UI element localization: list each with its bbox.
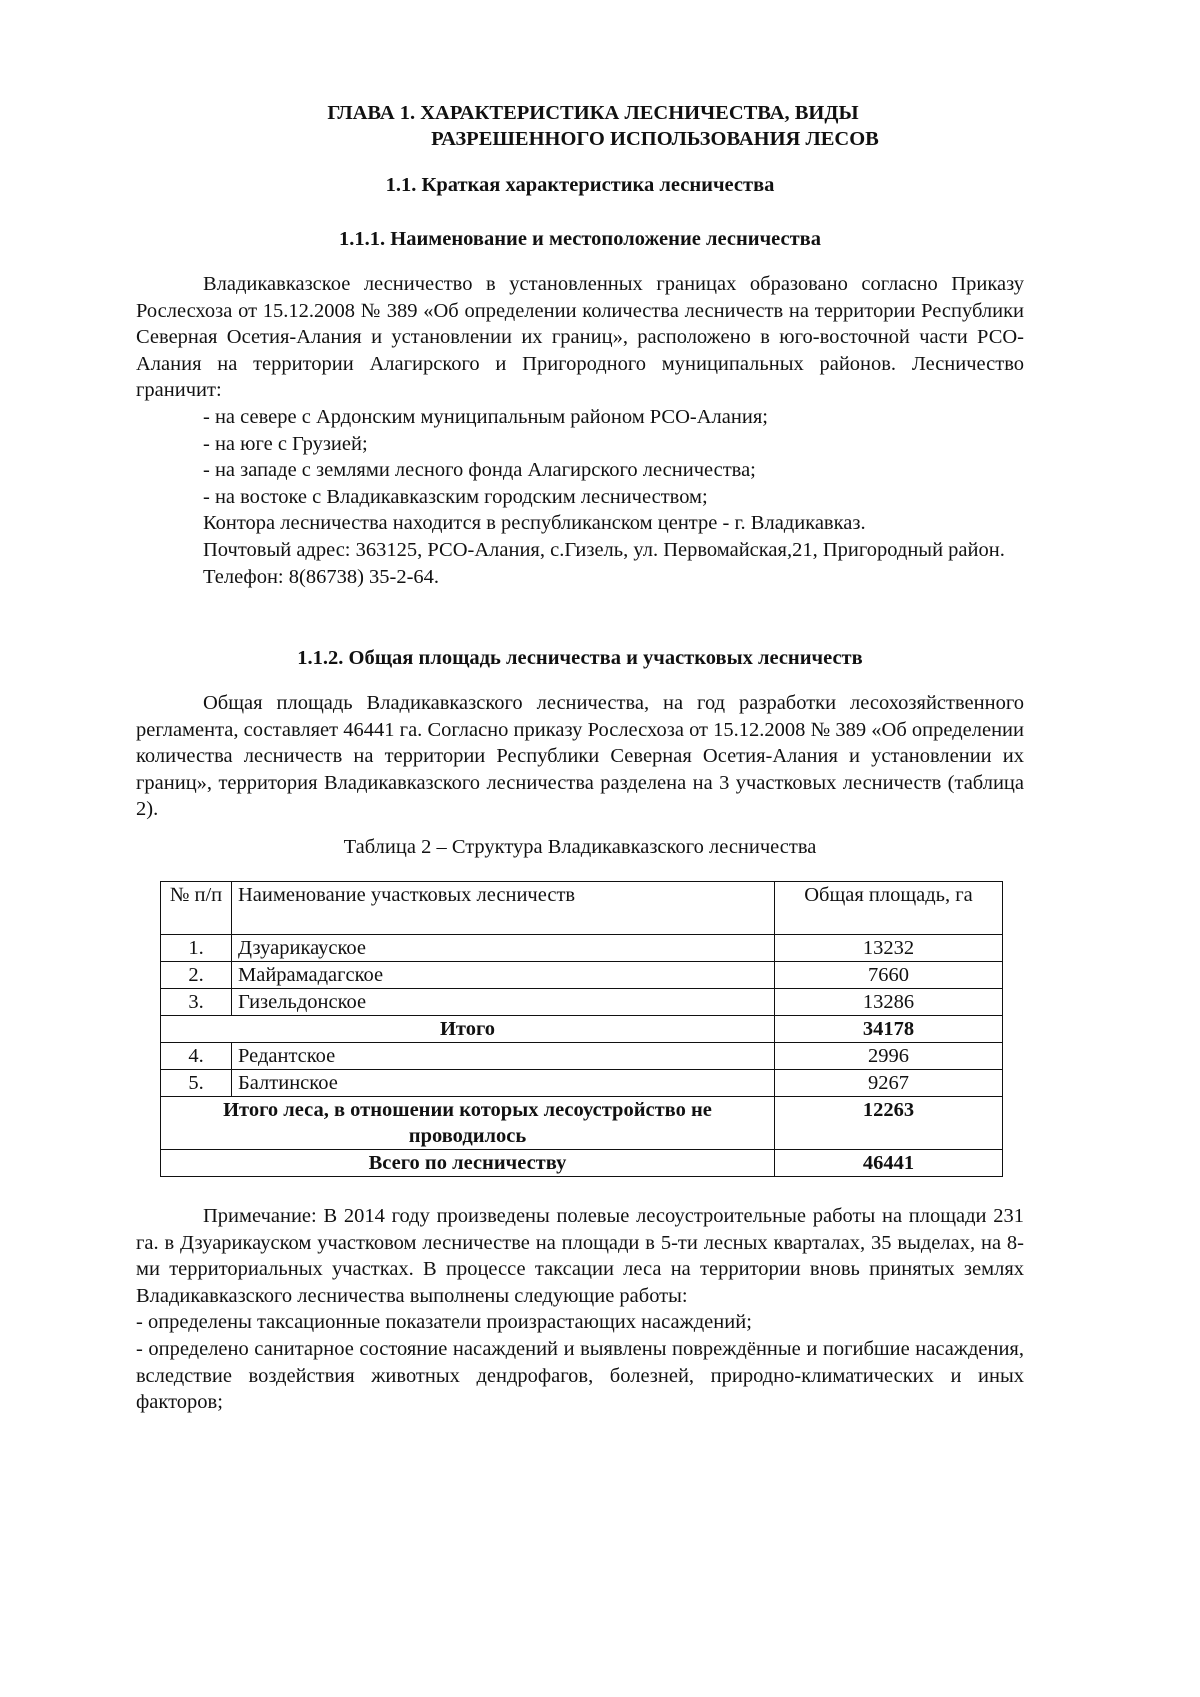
section-heading-1-1-2: 1.1.2. Общая площадь лесничества и участковых лесничеств	[297, 647, 863, 669]
office-location: Контора лесничества находится в республиканском центре - г. Владикавказ.	[203, 512, 866, 535]
table-row	[161, 1070, 1003, 1097]
phone-number: Телефон: 8(86738) 35-2-64.	[203, 565, 440, 588]
header-name: Наименование участковых лесничеств	[232, 882, 775, 935]
row-name: Редантское	[232, 1043, 775, 1070]
row-area: 13232	[775, 935, 1003, 962]
table-caption: Таблица 2 – Структура Владикавказского лесничества	[343, 836, 817, 858]
border-east: - на востоке с Владикавказским городским лесничеством;	[203, 485, 708, 508]
unsurveyed-subtotal-row	[161, 1097, 1003, 1150]
row-name: Майрамадагское	[232, 962, 775, 989]
row-area: 9267	[775, 1070, 1003, 1097]
unsurveyed-subtotal-label: Итого леса, в отношении которых лесоустройство не проводилось	[161, 1097, 775, 1150]
border-west: - на западе с землями лесного фонда Алагирского лесничества;	[203, 459, 756, 482]
row-num: 3.	[161, 989, 232, 1016]
area-paragraph	[136, 690, 1024, 823]
borders-list	[136, 404, 1024, 537]
section-heading-1-1-1: 1.1.1. Наименование и местоположение лесничества	[339, 228, 821, 250]
header-num: № п/п	[161, 882, 232, 935]
forestry-structure-table	[160, 881, 1003, 1177]
subtotal-label: Итого	[161, 1016, 775, 1043]
address-paragraph	[136, 537, 1024, 590]
border-north: - на севере с Ардонским муниципальным районом РСО-Алания;	[203, 406, 768, 428]
table-row	[161, 1043, 1003, 1070]
border-south: - на юге с Грузией;	[203, 432, 368, 455]
row-area: 7660	[775, 962, 1003, 989]
section-heading-1-1: 1.1. Краткая характеристика лесничества	[385, 174, 775, 196]
note-item-1: - определены таксационные показатели произрастающих насаждений;	[136, 1311, 752, 1334]
row-num: 4.	[161, 1043, 232, 1070]
table-header-row	[161, 882, 1003, 935]
row-num: 1.	[161, 935, 232, 962]
row-area: 2996	[775, 1043, 1003, 1070]
postal-address: Почтовый адрес: 363125, РСО-Алания, с.Гизель, ул. Первомайская,21, Пригородный район.	[203, 539, 1005, 561]
row-name: Балтинское	[232, 1070, 775, 1097]
table-row	[161, 935, 1003, 962]
chapter-title-line-2: РАЗРЕШЕННОГО ИСПОЛЬЗОВАНИЯ ЛЕСОВ	[431, 128, 879, 150]
note-text: Примечание: В 2014 году произведены полевые лесоустроительные работы на площади 231 га. в Дзуарикауском участковом лесничестве на площади в 5-ти лесных кварталах, 35 выделах, на 8-ми территориальных участках. В процессе таксации леса на территории вновь принятых землях Владикавказского лесничества выполнены следующие работы:	[136, 1205, 1024, 1307]
total-label: Всего по лесничеству	[161, 1150, 775, 1177]
row-area: 13286	[775, 989, 1003, 1016]
chapter-title-line-1: ГЛАВА 1. ХАРАКТЕРИСТИКА ЛЕСНИЧЕСТВА, ВИДЫ	[327, 102, 859, 124]
row-num: 5.	[161, 1070, 232, 1097]
location-paragraph	[136, 271, 1024, 404]
location-text: Владикавказское лесничество в установленных границах образовано согласно Приказу Рослесхоза от 15.12.2008 № 389 «Об определении количества лесничеств на территории Республики Северная Осетия-Алания и установлении их границ», расположено в юго-восточной части РСО-Алания на территории Алагирского и Пригородного муниципальных районов. Лесничество граничит:	[136, 273, 1024, 402]
unsurveyed-subtotal-area: 12263	[775, 1097, 1003, 1150]
table-row	[161, 989, 1003, 1016]
subtotal-row	[161, 1016, 1003, 1043]
chapter-title	[136, 100, 1024, 152]
row-name: Дзуарикауское	[232, 935, 775, 962]
table-row	[161, 962, 1003, 989]
header-area: Общая площадь, га	[775, 882, 1003, 935]
area-text: Общая площадь Владикавказского лесничества, на год разработки лесохозяйственного регламента, составляет 46441 га. Согласно приказу Рослесхоза от 15.12.2008 № 389 «Об определении количества лесничеств на территории Республики Северная Осетия-Алания и установлении их границ», территория Владикавказского лесничества разделена на 3 участковых лесничеств (таблица 2).	[136, 692, 1024, 821]
total-row	[161, 1150, 1003, 1177]
note-paragraph	[136, 1203, 1024, 1416]
note-item-2: - определено санитарное состояние насаждений и выявлены повреждённые и погибшие насаждения, вследствие воздействия животных дендрофагов, болезней, природно-климатических и иных факторов;	[136, 1337, 1024, 1414]
row-num: 2.	[161, 962, 232, 989]
subtotal-area: 34178	[775, 1016, 1003, 1043]
total-area: 46441	[775, 1150, 1003, 1177]
row-name: Гизельдонское	[232, 989, 775, 1016]
